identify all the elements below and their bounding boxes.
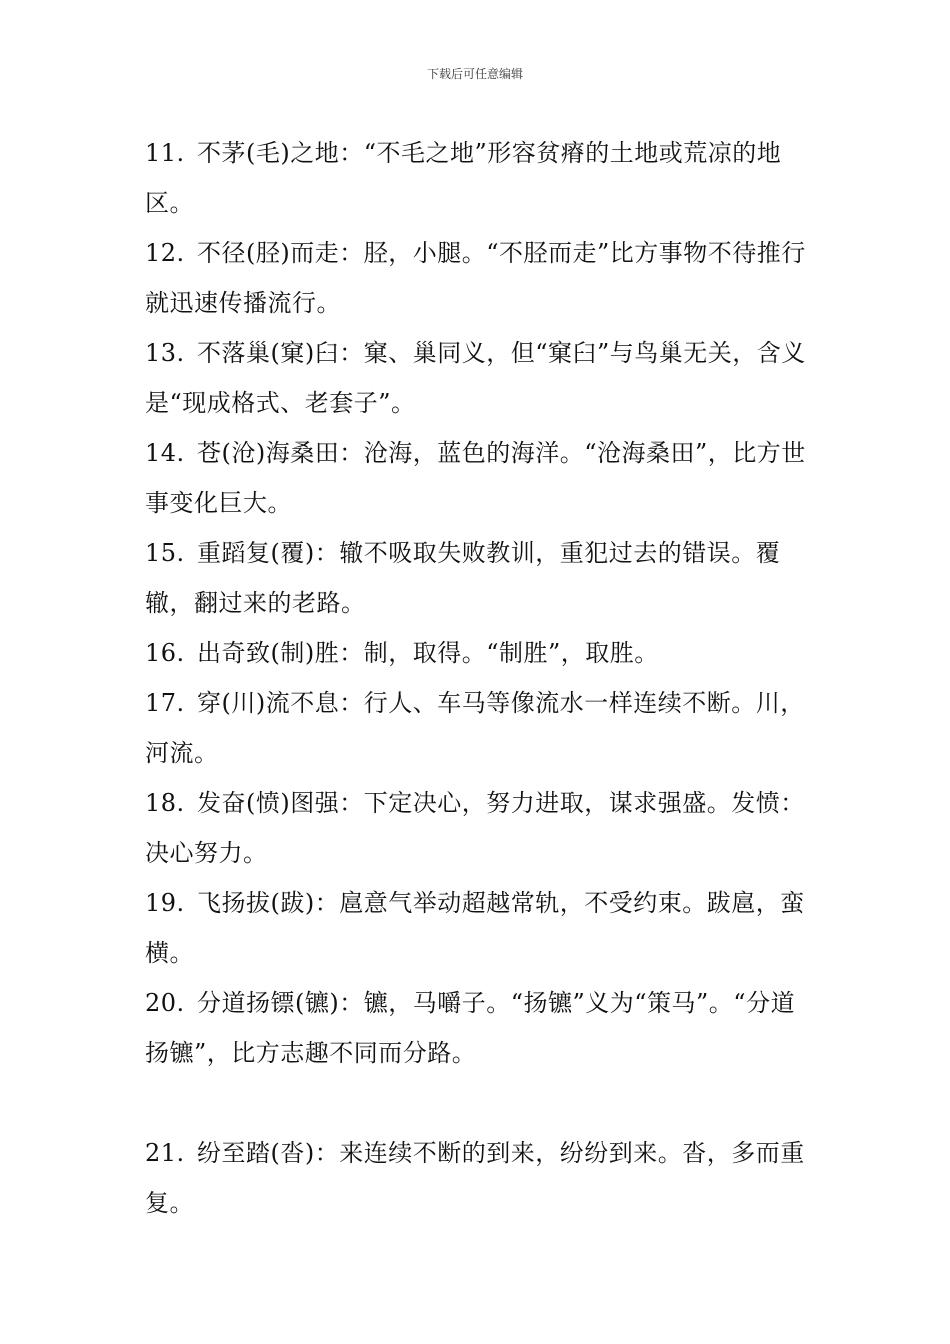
list-item (145, 878, 813, 978)
entry-text: 分道扬镖(镳)：镳，马嚼子。“扬镳”义为“策马”。“分道扬镳”，比方志趣不同而分路。 (145, 989, 796, 1067)
list-item (145, 1128, 813, 1228)
list-item (145, 228, 813, 328)
entry-text: 不落巢(窠)臼：窠、巢同义，但“窠臼”与鸟巢无关，含义是“现成格式、老套子”。 (145, 339, 806, 417)
entry-number: 16. (145, 639, 185, 667)
entry-number: 14. (145, 439, 185, 467)
list-item (145, 528, 813, 628)
list-item (145, 428, 813, 528)
entry-text: 重蹈复(覆)：辙不吸取失败教训，重犯过去的错误。覆辙，翻过来的老路。 (145, 539, 781, 617)
entry-number: 21. (145, 1139, 185, 1167)
entry-number: 15. (145, 539, 185, 567)
entry-text: 纷至踏(沓)：来连续不断的到来，纷纷到来。沓，多而重复。 (145, 1139, 805, 1217)
entry-number: 20. (145, 989, 185, 1017)
list-item (145, 628, 813, 678)
entry-text: 飞扬拔(跋)：扈意气举动超越常轨，不受约束。跋扈，蛮横。 (145, 889, 805, 967)
entry-text: 出奇致(制)胜：制，取得。“制胜”，取胜。 (197, 639, 659, 667)
list-item (145, 978, 813, 1078)
entry-text: 不径(胫)而走：胫，小腿。“不胫而走”比方事物不待推行就迅速传播流行。 (145, 239, 806, 317)
page-header: 下载后可任意编辑 (426, 67, 523, 81)
entry-text: 不茅(毛)之地：“不毛之地”形容贫瘠的土地或荒凉的地区。 (145, 139, 782, 217)
entry-number: 13. (145, 339, 185, 367)
entry-text: 穿(川)流不息：行人、车马等像流水一样连续不断。川，河流。 (145, 689, 805, 767)
list-item (145, 128, 813, 228)
list-item (145, 328, 813, 428)
list-item (145, 678, 813, 778)
list-item (145, 778, 813, 878)
entry-number: 12. (145, 239, 185, 267)
entry-number: 18. (145, 789, 185, 817)
entry-text: 发奋(愤)图强：下定决心，努力进取，谋求强盛。发愤：决心努力。 (145, 789, 805, 867)
entry-number: 17. (145, 689, 185, 717)
entry-number: 11. (145, 139, 185, 167)
idiom-entry-list (145, 128, 813, 1228)
entry-number: 19. (145, 889, 185, 917)
entry-text: 苍(沧)海桑田：沧海，蓝色的海洋。“沧海桑田”，比方世事变化巨大。 (145, 439, 806, 517)
